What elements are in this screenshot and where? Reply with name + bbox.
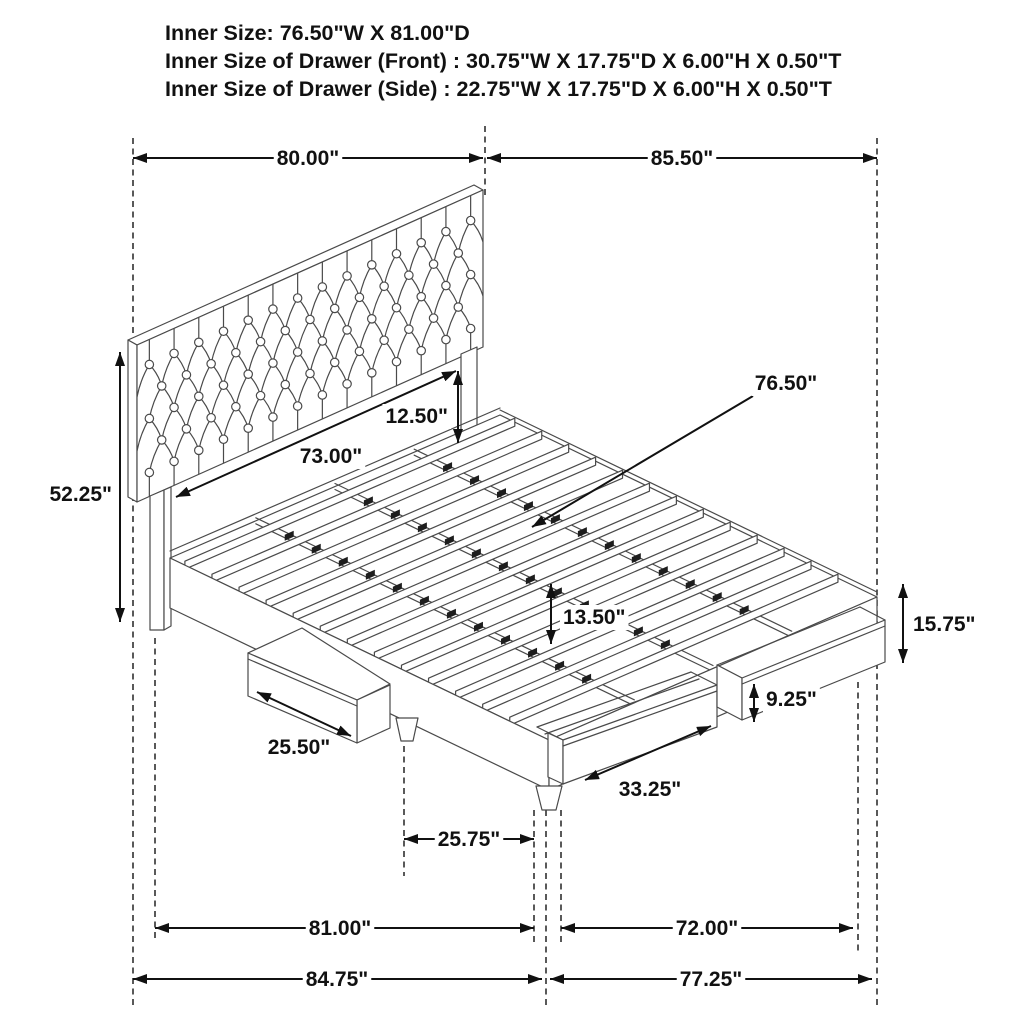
dim-frame-width	[561, 916, 853, 941]
dim-label-frame-width: 72.00"	[675, 917, 739, 940]
dim-label-headboard-clearance: 12.50"	[385, 405, 448, 428]
dim-label-overall-width: 77.25"	[679, 968, 743, 991]
dim-label-headboard-span: 80.00"	[276, 147, 340, 170]
drawer-end-face	[548, 733, 563, 784]
dim-label-leg-setback: 25.75"	[437, 828, 501, 851]
drawer-side-size-line: Inner Size of Drawer (Side) : 22.75"W X 17.75"D X 6.00"H X 0.50"T	[165, 77, 832, 101]
drawer-front-size-line: Inner Size of Drawer (Front) : 30.75"W X 17.75"D X 6.00"H X 0.50"T	[165, 49, 842, 73]
dim-label-headboard-width: 73.00"	[299, 445, 363, 468]
foot-leg-center	[536, 786, 562, 810]
headboard-leg-left	[150, 490, 164, 630]
dim-label-slat-width: 76.50"	[754, 372, 818, 395]
dim-label-front-drawer-width: 33.25"	[618, 778, 682, 801]
dim-overall-length	[133, 967, 542, 992]
headboard-left-face	[128, 340, 137, 502]
dim-overall-width	[550, 967, 872, 992]
title-block	[165, 21, 841, 101]
dim-label-base-span: 85.50"	[650, 147, 714, 170]
dim-side-height	[903, 584, 979, 663]
bed-drawing	[128, 185, 885, 810]
dim-frame-length	[155, 916, 534, 941]
dim-label-frame-length: 81.00"	[308, 917, 372, 940]
dim-headboard-span	[133, 146, 483, 171]
dim-label-headboard-height: 52.25"	[49, 483, 112, 506]
dim-label-overall-length: 84.75"	[305, 968, 369, 991]
dim-drawer-front-height	[754, 684, 820, 722]
dim-label-drawer-front-height: 9.25"	[766, 688, 817, 711]
dim-label-base-height: 13.50"	[563, 606, 626, 629]
inner-size-line: Inner Size: 76.50"W X 81.00"D	[165, 21, 470, 45]
foot-leg-left	[396, 718, 418, 741]
dim-base-span	[487, 146, 877, 171]
dim-label-side-height: 15.75"	[913, 613, 976, 636]
dim-headboard-height	[46, 352, 120, 622]
dim-leg-setback	[404, 827, 534, 852]
dim-label-side-drawer-width: 25.50"	[267, 736, 331, 759]
